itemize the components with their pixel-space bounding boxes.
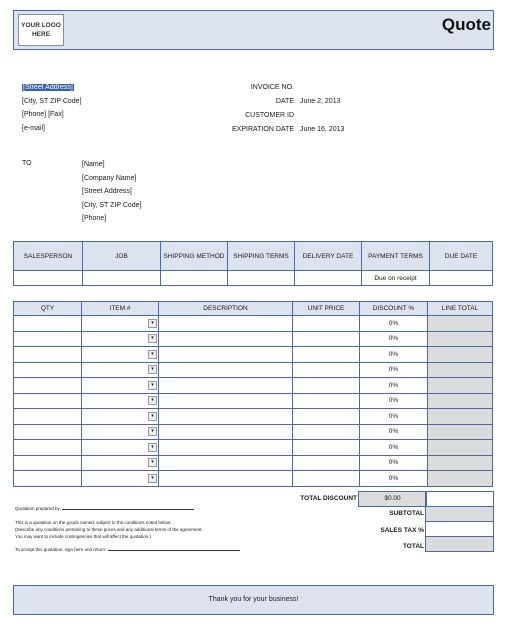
to-name[interactable]: [Name] [82,161,105,168]
col-shipping-method: SHIPPING METHOD [161,242,228,271]
to-block [82,158,142,226]
item-row [14,331,493,347]
unit-price-cell[interactable] [293,316,360,332]
payment-terms-cell[interactable]: Due on receipt [362,271,430,286]
total-label: TOTAL [402,543,424,550]
note-line-1: This is a quotation on the goods named, subject to the conditions noted below: [15,520,172,525]
to-street[interactable]: [Street Address] [82,188,132,195]
company-phone[interactable]: [Phone] [Fax] [22,111,64,118]
unit-price-cell[interactable] [293,409,360,425]
col-job: JOB [83,242,161,271]
note-line-3: You may want to include contingencies that will affect the quotation.) [15,534,151,539]
due-date-cell[interactable] [430,271,493,286]
customer-id-value[interactable] [300,109,344,123]
line-total-cell [428,393,493,409]
qty-cell[interactable] [14,316,82,332]
qty-cell[interactable] [14,409,82,425]
col-description: DESCRIPTION [159,302,293,316]
unit-price-cell[interactable] [293,455,360,471]
description-cell[interactable] [159,440,293,456]
page-title: Quote [441,15,491,34]
item-row [14,393,493,409]
col-item: ITEM # [82,302,159,316]
line-total-cell [428,331,493,347]
item-row [14,440,493,456]
unit-price-cell[interactable] [293,362,360,378]
description-cell[interactable] [159,362,293,378]
unit-price-cell[interactable] [293,378,360,394]
expiration-value[interactable]: June 16, 2013 [300,126,345,133]
shipping-header-row [14,242,493,271]
discount-cell[interactable]: 0% [360,316,428,332]
description-cell[interactable] [159,409,293,425]
subtotal-label: SUBTOTAL [389,510,424,517]
dropdown-arrow-icon[interactable]: ▾ [148,427,157,436]
invoice-no-label: INVOICE NO. [250,84,294,91]
dropdown-arrow-icon[interactable]: ▾ [148,458,157,467]
company-street[interactable]: [Street Address] [23,84,73,91]
col-delivery-date: DELIVERY DATE [295,242,362,271]
item-select-cell[interactable] [82,393,159,409]
item-row [14,455,493,471]
item-select-cell[interactable] [82,455,159,471]
to-phone[interactable]: [Phone] [82,215,107,222]
logo-placeholder [18,14,64,46]
items-header-row [14,302,493,316]
company-block [22,81,82,135]
item-row [14,316,493,332]
item-row [14,471,493,487]
discount-cell[interactable]: 0% [360,393,428,409]
description-cell[interactable] [159,455,293,471]
qty-cell[interactable] [14,347,82,363]
item-select-cell[interactable] [82,409,159,425]
description-cell[interactable] [159,331,293,347]
qty-cell[interactable] [14,393,82,409]
items-table [13,301,493,487]
item-row [14,362,493,378]
job-cell[interactable] [83,271,161,286]
shipping-terms-cell[interactable] [228,271,295,286]
shipping-table [13,241,493,286]
dropdown-arrow-icon[interactable]: ▾ [148,412,157,421]
shipping-row [14,271,493,286]
date-value[interactable]: June 2, 2013 [300,98,341,105]
expiration-label: EXPIRATION DATE [232,126,294,133]
line-total-cell [428,424,493,440]
discount-cell[interactable]: 0% [360,440,428,456]
item-select-cell[interactable] [82,440,159,456]
line-total-cell [428,347,493,363]
line-total-cell [428,362,493,378]
item-select-cell[interactable] [82,471,159,487]
invoice-values [300,81,344,137]
col-due-date: DUE DATE [430,242,493,271]
discount-cell[interactable]: 0% [360,424,428,440]
description-cell[interactable] [159,424,293,440]
unit-price-cell[interactable] [293,393,360,409]
company-city[interactable]: [City, ST ZIP Code] [22,97,82,105]
discount-cell[interactable]: 0% [360,331,428,347]
shipping-method-cell[interactable] [161,271,228,286]
description-cell[interactable] [159,347,293,363]
dropdown-arrow-icon[interactable]: ▾ [148,365,157,374]
sales-tax-input[interactable] [425,521,494,537]
line-total-cell [428,471,493,487]
qty-cell[interactable] [14,378,82,394]
line-total-cell [428,409,493,425]
note-line-2: (Describe any conditions pertaining to these prices and any additional terms of the agreement. [15,527,203,532]
col-payment-terms: PAYMENT TERMS [362,242,430,271]
dropdown-arrow-icon[interactable]: ▾ [148,334,157,343]
qty-cell[interactable] [14,440,82,456]
signature-line[interactable] [108,550,240,551]
description-cell[interactable] [159,316,293,332]
dropdown-arrow-icon[interactable]: ▾ [148,474,157,483]
discount-cell[interactable]: 0% [360,347,428,363]
item-row [14,409,493,425]
item-select-cell[interactable] [82,331,159,347]
footer-band: Thank you for your business! [13,585,494,615]
qty-cell[interactable] [14,471,82,487]
prepared-by-line[interactable] [62,509,194,510]
line-total-cell [428,455,493,471]
line-total-cell [428,440,493,456]
sales-tax-label: SALES TAX % [380,527,424,534]
item-select-cell[interactable] [82,347,159,363]
discount-cell[interactable]: 0% [360,362,428,378]
item-select-cell[interactable] [82,424,159,440]
total-discount-label: TOTAL DISCOUNT [300,495,357,502]
header-band [13,10,494,50]
description-cell[interactable] [159,471,293,487]
description-cell[interactable] [159,378,293,394]
dropdown-arrow-icon[interactable]: ▾ [148,381,157,390]
unit-price-cell[interactable] [293,424,360,440]
unit-price-cell[interactable] [293,331,360,347]
unit-price-cell[interactable] [293,471,360,487]
discount-cell[interactable]: 0% [360,471,428,487]
customer-id-label: CUSTOMER ID [245,112,294,119]
invoice-no-value[interactable] [300,81,344,95]
salesperson-cell[interactable] [14,271,83,286]
invoice-labels [174,81,294,137]
discount-cell[interactable]: 0% [360,409,428,425]
qty-cell[interactable] [14,455,82,471]
qty-cell[interactable] [14,424,82,440]
to-company[interactable]: [Company Name] [82,174,137,182]
unit-price-cell[interactable] [293,440,360,456]
total-discount-value: $0.00 [358,491,427,507]
item-select-cell[interactable] [82,378,159,394]
total-discount-line-cell [425,491,494,507]
qty-cell[interactable] [14,362,82,378]
total-value [425,536,494,552]
accept-line [15,547,240,553]
item-select-cell[interactable] [82,362,159,378]
description-cell[interactable] [159,393,293,409]
discount-cell[interactable]: 0% [360,455,428,471]
prepared-by-label: Quotation prepared by: [15,506,62,511]
unit-price-cell[interactable] [293,347,360,363]
dropdown-arrow-icon[interactable]: ▾ [148,350,157,359]
qty-cell[interactable] [14,331,82,347]
to-label: TO [22,160,32,167]
to-city[interactable]: [City, ST ZIP Code] [82,201,142,209]
dropdown-arrow-icon[interactable]: ▾ [148,443,157,452]
item-select-cell[interactable] [82,316,159,332]
col-line-total: LINE TOTAL [428,302,493,316]
col-unit-price: UNIT PRICE [293,302,360,316]
logo-text: YOUR LOGO HERE [21,22,61,38]
company-email[interactable]: [e-mail] [22,124,45,132]
discount-cell[interactable]: 0% [360,378,428,394]
line-total-cell [428,378,493,394]
col-shipping-terms: SHIPPING TERMS [228,242,295,271]
col-discount: DISCOUNT % [360,302,428,316]
item-row [14,347,493,363]
item-row [14,378,493,394]
date-label: DATE [275,98,294,105]
col-salesperson: SALESPERSON [14,242,83,271]
dropdown-arrow-icon[interactable]: ▾ [148,396,157,405]
prepared-by [15,506,194,512]
col-qty: QTY [14,302,82,316]
item-row [14,424,493,440]
delivery-date-cell[interactable] [295,271,362,286]
line-total-cell [428,316,493,332]
subtotal-value [425,506,494,522]
accept-label: To accept this quotation, sign here and return: [15,547,107,552]
dropdown-arrow-icon[interactable]: ▾ [148,319,157,328]
